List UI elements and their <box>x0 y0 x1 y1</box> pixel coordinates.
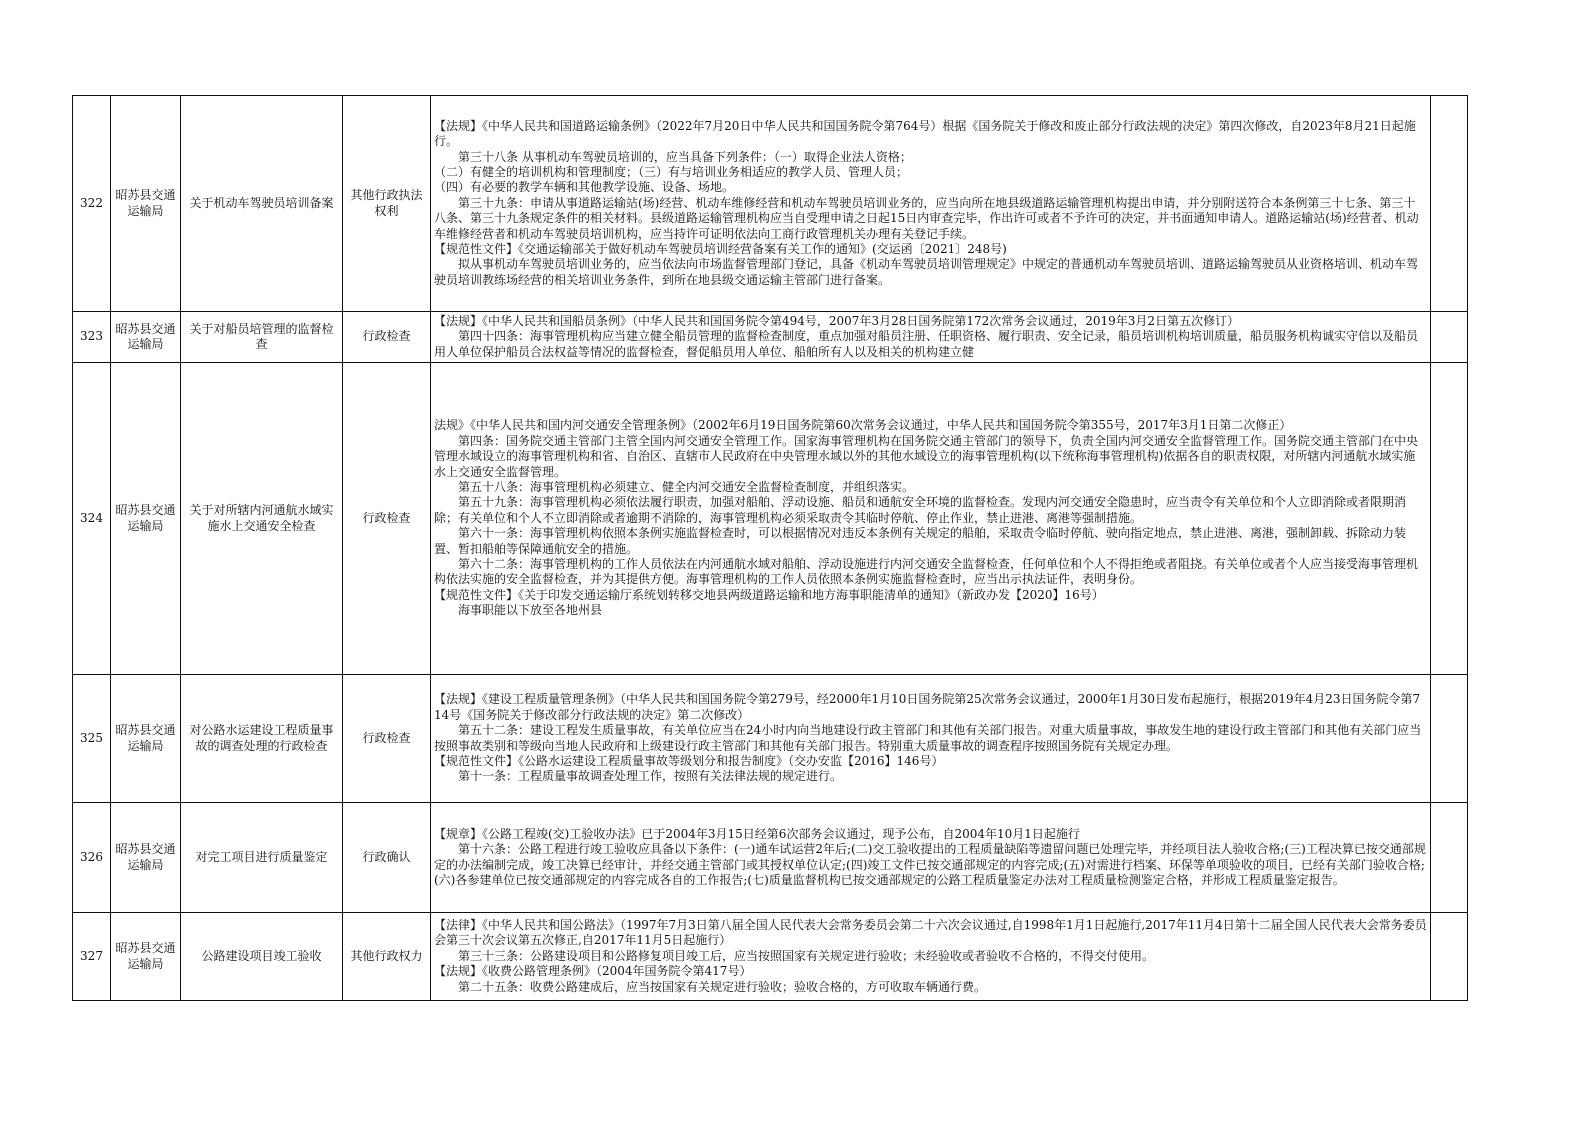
legal-basis-cell <box>431 363 1431 675</box>
basis-line: 第二十五条：收费公路建成后，应当按国家有关规定进行验收；验收合格的，方可收取车辆通行费。 <box>458 979 987 994</box>
basis-line: （四）有必要的教学车辆和其他教学设施、设备、场地。 <box>434 180 735 195</box>
remarks-cell <box>1431 913 1468 1001</box>
department-cell: 昭苏县交通运输局 <box>111 675 181 803</box>
department-cell: 昭苏县交通运输局 <box>111 803 181 913</box>
legal-basis-cell <box>431 312 1431 363</box>
power-item-cell: 对公路水运建设工程质量事故的调查处理的行政检查 <box>181 675 343 803</box>
basis-line: 【规范性文件】《交通运输部关于做好机动车驾驶员培训经营备案有关工作的通知》(交运函〔2021〕248号) <box>434 242 1007 257</box>
row-number: 322 <box>73 96 111 312</box>
power-type-cell: 行政检查 <box>343 675 431 803</box>
power-type-cell: 行政确认 <box>343 803 431 913</box>
department-cell: 昭苏县交通运输局 <box>111 913 181 1001</box>
basis-line: 第三十八条 从事机动车驾驶员培训的，应当具备下列条件：（一）取得企业法人资格； <box>458 149 912 164</box>
basis-line: 第十一条：工程质量事故调查处理工作，按照有关法律法规的规定进行。 <box>458 769 843 784</box>
department-cell: 昭苏县交通运输局 <box>111 96 181 312</box>
department-cell: 昭苏县交通运输局 <box>111 363 181 675</box>
power-type-cell: 其他行政执法权利 <box>343 96 431 312</box>
basis-line: 第五十九条：海事管理机构必须依法履行职责，加强对船舶、浮动设施、船员和通航安全环境的监督检查。发现内河交通安全隐患时，应当责令有关单位和个人立即消除或者限期消除；有关单位和个人不立即消除或者逾期不消除的，海事管理机构必须采取责令其临时停航、停止作业，禁止进港、离港等强制措施。 <box>434 495 1407 525</box>
power-type-cell: 行政检查 <box>343 312 431 363</box>
remarks-cell <box>1431 803 1468 913</box>
department-cell: 昭苏县交通运输局 <box>111 312 181 363</box>
power-type-cell: 行政检查 <box>343 363 431 675</box>
power-item-cell: 公路建设项目竣工验收 <box>181 913 343 1001</box>
row-number: 324 <box>73 363 111 675</box>
table-row <box>73 96 1468 312</box>
power-type-cell: 其他行政权力 <box>343 913 431 1001</box>
remarks-cell <box>1431 675 1468 803</box>
row-number: 323 <box>73 312 111 363</box>
basis-line: 第六十二条：海事管理机构的工作人员依法在内河通航水域对船舶、浮动设施进行内河交通安全监督检查，任何单位和个人不得拒绝或者阻挠。有关单位或者个人应当接受海事管理机构依法实施的安全监督检查，并为其提供方便。海事管理机构的工作人员依照本条例实施监督检查时，应当出示执法证件，表明身份。 <box>434 557 1419 587</box>
remarks-cell <box>1431 363 1468 675</box>
basis-line: 【规章】《公路工程竣(交)工验收办法》已于2004年3月15日经第6次部务会议通过，现予公布，自2004年10月1日起施行 <box>434 826 1080 841</box>
table-row <box>73 803 1468 913</box>
basis-line: 第三十九条：申请从事道路运输站(场)经营、机动车维修经营和机动车驾驶员培训业务的，应当向所在地县级道路运输管理机构提出申请，并分别附送符合本条例第三十七条、第三十八条、第三十九条规定条件的相关材料。县级道路运输管理机构应当自受理申请之日起15日内审查完毕，作出许可或者不予许可的决定，并书面通知申请人。道路运输站(场)经营者、机动车维修经营者和机动车驾驶员培训机构，应当持许可证明依法向工商行政管理机关办理有关登记手续。 <box>434 195 1419 241</box>
basis-line: 第五十八条：海事管理机构必须建立、健全内河交通安全监督检查制度，并组织落实。 <box>458 479 915 494</box>
basis-line: 第六十一条：海事管理机构依照本条例实施监督检查时，可以根据情况对违反本条例有关规定的船舶，采取责令临时停航、驶向指定地点，禁止进港、离港，强制卸载、拆除动力装置、暂扣船舶等保障通航安全的措施。 <box>434 526 1407 556</box>
power-item-cell: 关于对船员培管理的监督检查 <box>181 312 343 363</box>
basis-line: 拟从事机动车驾驶员培训业务的，应当依法向市场监督管理部门登记，具备《机动车驾驶员培训管理规定》中规定的普通机动车驾驶员培训、道路运输驾驶员从业资格培训、机动车驾驶员培训教练场经营的相关培训业务条件，到所在地县级交通运输主管部门进行备案。 <box>434 257 1419 287</box>
legal-basis-cell <box>431 675 1431 803</box>
basis-line: 【法规】《收费公路管理条例》（2004年国务院令第417号） <box>434 964 752 979</box>
legal-basis-cell <box>431 96 1431 312</box>
basis-line: 第五十二条：建设工程发生质量事故，有关单位应当在24小时内向当地建设行政主管部门和其他有关部门报告。对重大质量事故，事故发生地的建设行政主管部门和其他有关部门应当按照事故类别和等级向当地人民政府和上级建设行政主管部门和其他有关部门报告。特别重大质量事故的调查程序按照国务院有关规定办理。 <box>434 723 1422 753</box>
basis-line: 【规范性文件】《关于印发交通运输厅系统划转移交地县两级道路运输和地方海事职能清单的通知》（新政办发【2020】16号） <box>434 587 1104 602</box>
power-list-table <box>72 95 1468 1001</box>
table-body <box>73 96 1468 1001</box>
basis-line: 第四条：国务院交通主管部门主管全国内河交通安全管理工作。国家海事管理机构在国务院交通主管部门的领导下，负责全国内河交通安全监督管理工作。国务院交通主管部门在中央管理水域设立的海事管理机构和省、自治区、直辖市人民政府在中央管理水域以外的其他水域设立的海事管理机构(以下统称海事管理机构)依据各自的职责权限，对所辖内河通航水域实施水上交通安全监督管理。 <box>434 433 1419 479</box>
basis-line: 第三十三条：公路建设项目和公路修复项目竣工后，应当按照国家有关规定进行验收；未经验收或者验收不合格的，不得交付使用。 <box>458 948 1155 963</box>
basis-line: 海事职能以下放至各地州县 <box>458 603 603 618</box>
remarks-cell <box>1431 312 1468 363</box>
basis-line: 法规》《中华人民共和国内河交通安全管理条例》（2002年6月19日国务院第60次常务会议通过，中华人民共和国国务院令第355号，2017年3月1日第二次修正） <box>434 418 1292 433</box>
table-row <box>73 675 1468 803</box>
basis-line: 【法规】《中华人民共和国船员条例》（中华人民共和国国务院令第494号，2007年3月28日国务院第172次常务会议通过，2019年3月2日第五次修订） <box>434 313 1240 328</box>
basis-line: 【法规】《建设工程质量管理条例》（中华人民共和国国务院令第279号，经2000年1月10日国务院第25次常务会议通过，2000年1月30日发布起施行，根据2019年4月23日国务院令第714号《国务院关于修改部分行政法规的决定》第二次修改） <box>434 692 1421 722</box>
row-number: 327 <box>73 913 111 1001</box>
basis-line: 【法规】《中华人民共和国道路运输条例》（2022年7月20日中华人民共和国国务院令第764号）根据《国务院关于修改和废止部分行政法规的决定》第四次修改，自2023年8月21日起施行。 <box>434 118 1416 149</box>
table-row <box>73 363 1468 675</box>
basis-line: 【规范性文件】《公路水运建设工程质量事故等级划分和报告制度》（交办安监【2016】146号） <box>434 753 944 768</box>
basis-line: 【法律】《中华人民共和国公路法》（1997年7月3日第八届全国人民代表大会常务委员会第二十六次会议通过,自1998年1月1日起施行,2017年11月4日第十二届全国人民代表大会常务委员会第三十次会议第五次修正,自2017年11月5日起施行） <box>434 917 1427 948</box>
basis-line: （二）有健全的培训机构和管理制度；（三）有与培训业务相适应的教学人员、管理人员； <box>434 164 909 179</box>
row-number: 326 <box>73 803 111 913</box>
power-item-cell: 关于机动车驾驶员培训备案 <box>181 96 343 312</box>
remarks-cell <box>1431 96 1468 312</box>
basis-line: 第十六条：公路工程进行竣工验收应具备以下条件：(一)通车试运营2年后;(二)交工验收提出的工程质量缺陷等遗留问题已处理完毕，并经项目法人验收合格;(三)工程决算已按交通部规定的办法编制完成，竣工决算已经审计，并经交通主管部门或其授权单位认定;(四)竣工文件已按交通部规定的内容完成;(五)对需进行档案、环保等单项验收的项目，已经有关部门验收合格;(六)各参建单位已按交通部规定的内容完成各自的工作报告;(七)质量监督机构已按交通部规定的公路工程质量鉴定办法对工程质量检测鉴定合格，并形成工程质量鉴定报告。 <box>434 842 1426 887</box>
power-item-cell: 对完工项目进行质量鉴定 <box>181 803 343 913</box>
row-number: 325 <box>73 675 111 803</box>
power-item-cell: 关于对所辖内河通航水域实施水上交通安全检查 <box>181 363 343 675</box>
legal-basis-cell <box>431 913 1431 1001</box>
legal-basis-cell <box>431 803 1431 913</box>
table-row <box>73 913 1468 1001</box>
basis-line: 第四十四条：海事管理机构应当建立健全船员管理的监督检查制度，重点加强对船员注册、任职资格、履行职责、安全记录，船员培训机构培训质量，船员服务机构诚实守信以及船员用人单位保护船员合法权益等情况的监督检查，督促船员用人单位、船舶所有人以及相关的机构建立健 <box>434 329 1419 359</box>
table-row <box>73 312 1468 363</box>
